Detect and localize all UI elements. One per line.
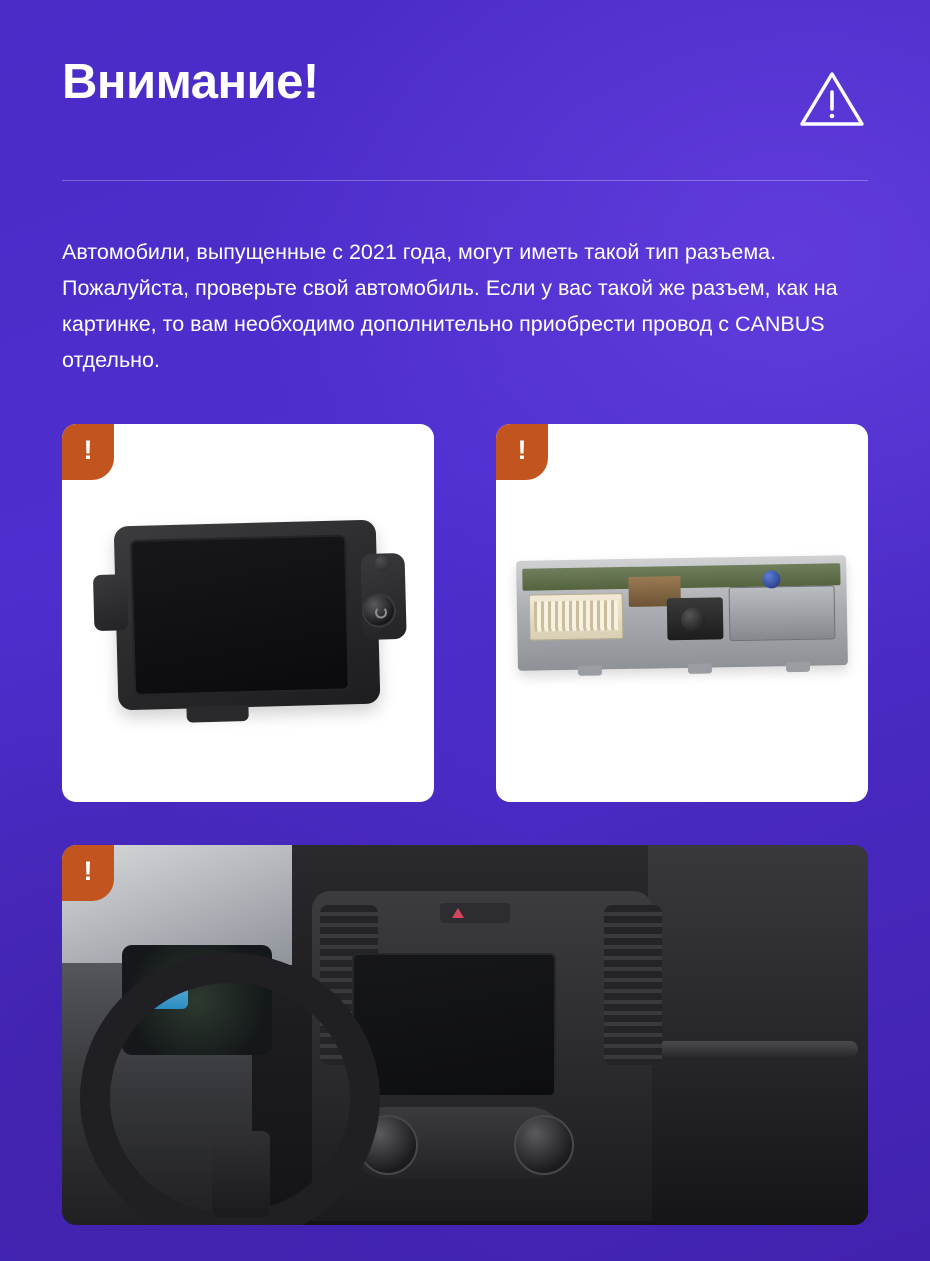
car-dashboard-photo [62, 845, 868, 1225]
head-unit-photo [62, 424, 434, 802]
attention-badge: ! [62, 845, 114, 901]
header [62, 56, 868, 146]
grey-connector [729, 585, 836, 641]
board-clip [578, 665, 602, 675]
head-unit-left-bracket [93, 574, 128, 631]
board-clip [688, 663, 712, 673]
header-divider [62, 180, 868, 181]
passenger-dashboard [648, 845, 868, 1225]
attention-badge: ! [496, 424, 548, 480]
white-connector [529, 593, 624, 641]
connector-board-card [496, 424, 868, 802]
connector-board-photo [496, 424, 868, 802]
head-unit-screen [130, 534, 350, 696]
photo-cards-row [62, 424, 868, 802]
warning-triangle-icon [796, 64, 868, 136]
air-vent-right [604, 905, 662, 1065]
climate-dial-right[interactable] [514, 1115, 574, 1175]
black-antenna-connector [667, 597, 724, 640]
head-unit-card [62, 424, 434, 802]
steering-column-stalk [212, 1131, 270, 1217]
body-paragraph: Автомобили, выпущенные с 2021 года, могут иметь такой тип разъема. Пожалуйста, проверьте свой автомобиль. Если у вас такой же разъем, как на картинке, то вам необходимо дополнительно приобрести провод с CANBUS отдельно. [62, 239, 838, 372]
head-unit-illustration [85, 509, 410, 717]
connector-board-illustration [516, 555, 848, 671]
page-title: Внимание! [62, 55, 319, 109]
attention-badge: ! [62, 424, 114, 480]
car-dashboard-card [62, 845, 868, 1225]
hazard-button[interactable] [440, 903, 510, 923]
dashboard-trim [658, 1041, 858, 1057]
board-clip [786, 662, 810, 672]
head-unit-bottom-tab [186, 705, 248, 723]
infotainment-screen [352, 953, 556, 1097]
